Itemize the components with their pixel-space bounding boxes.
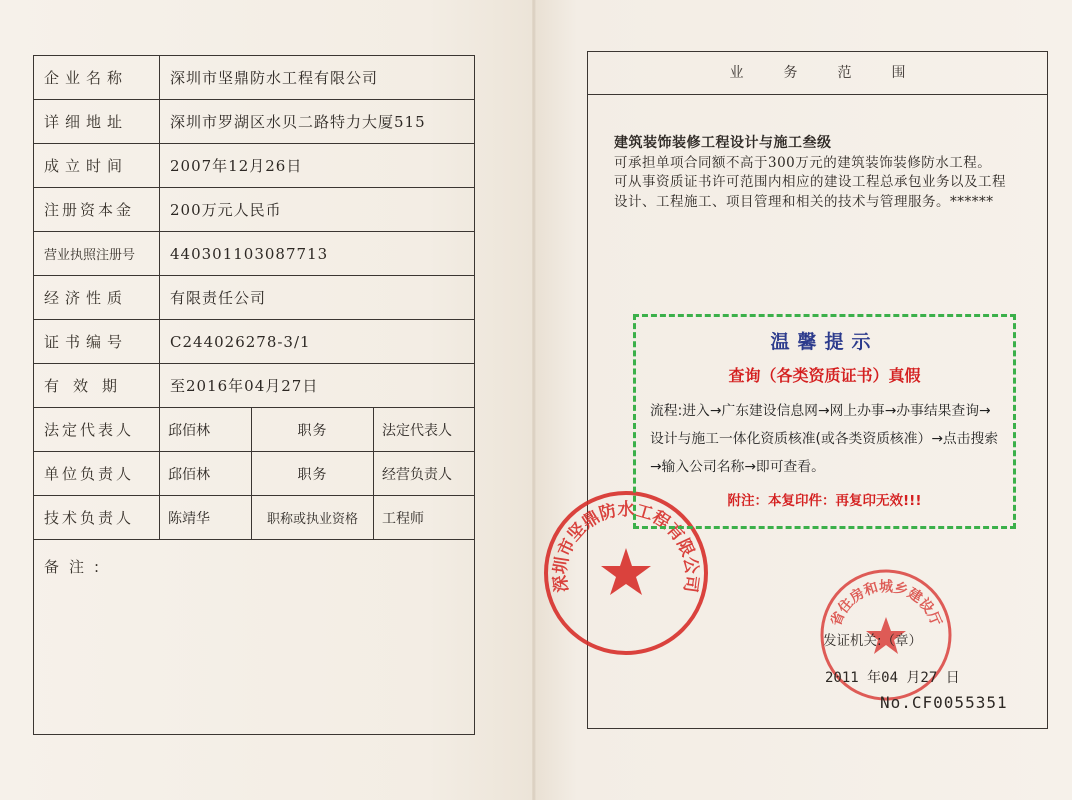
notice-title: 温馨提示 bbox=[770, 331, 879, 353]
row-label: 有效期 bbox=[34, 364, 160, 408]
row-label: 单位负责人 bbox=[34, 452, 160, 496]
qualification-heading: 建筑装饰装修工程设计与施工叁级 bbox=[614, 135, 832, 151]
row-label: 证书编号 bbox=[34, 320, 160, 364]
certificate-serial-number: No.CF0055351 bbox=[880, 693, 1008, 712]
person-name: 陈靖华 bbox=[160, 496, 252, 540]
position-label: 职务 bbox=[252, 452, 374, 496]
row-label: 技术负责人 bbox=[34, 496, 160, 540]
table-row bbox=[34, 56, 475, 100]
valid-until-value: 至2016年04月27日 bbox=[160, 364, 475, 408]
table-row bbox=[34, 408, 475, 452]
table-row bbox=[34, 496, 475, 540]
remarks-label: 备注: bbox=[34, 540, 475, 735]
page-fold bbox=[532, 0, 536, 800]
table-row bbox=[34, 100, 475, 144]
person-name: 邱佰林 bbox=[160, 452, 252, 496]
table-row bbox=[34, 188, 475, 232]
person-name: 邱佰林 bbox=[160, 408, 252, 452]
warm-reminder-notice bbox=[633, 314, 1016, 529]
company-seal-text: 深圳市坚鼎防水工程有限公司 bbox=[550, 500, 702, 594]
company-name-value: 深圳市坚鼎防水工程有限公司 bbox=[160, 56, 475, 100]
issue-date: 2011 年04 月27 日 bbox=[825, 670, 960, 686]
row-label: 经济性质 bbox=[34, 276, 160, 320]
remarks-row bbox=[34, 540, 475, 735]
license-number-value: 440301103087713 bbox=[160, 232, 475, 276]
scope-paragraph-2: 可从事资质证书许可范围内相应的建设工程总承包业务以及工程设计、工程施工、项目管理和相关的技术与管理服务。****** bbox=[614, 174, 1006, 210]
notice-footer: 附注：本复印件：再复印无效!!! bbox=[727, 493, 922, 509]
row-label: 营业执照注册号 bbox=[34, 232, 160, 276]
notice-subtitle: 查询（各类资质证书）真假 bbox=[728, 366, 921, 385]
person-role: 法定代表人 bbox=[374, 408, 475, 452]
address-value: 深圳市罗湖区水贝二路特力大厦515 bbox=[160, 100, 475, 144]
table-row bbox=[34, 452, 475, 496]
person-role: 经营负责人 bbox=[374, 452, 475, 496]
star-icon bbox=[601, 548, 651, 595]
table-row bbox=[34, 276, 475, 320]
registered-capital-value: 200万元人民币 bbox=[160, 188, 475, 232]
row-label: 法定代表人 bbox=[34, 408, 160, 452]
business-scope-text bbox=[614, 134, 1014, 212]
row-label: 企业名称 bbox=[34, 56, 160, 100]
authority-seal-text: 省住房和城乡建设厅 bbox=[828, 579, 944, 629]
notice-flow-text: 流程:进入→广东建设信息网→网上办事→办事结果查询→设计与施工一体化资质核准(或各类资质核准）→点击搜索→输入公司名称→即可查看。 bbox=[650, 403, 999, 475]
row-label: 详细地址 bbox=[34, 100, 160, 144]
row-label: 注册资本金 bbox=[34, 188, 160, 232]
company-info-table bbox=[33, 55, 475, 735]
certificate-number-value: C244026278-3/1 bbox=[160, 320, 475, 364]
ownership-type-value: 有限责任公司 bbox=[160, 276, 475, 320]
table-row bbox=[34, 364, 475, 408]
issuing-authority-label: 发证机关:（章） bbox=[823, 633, 923, 649]
table-row bbox=[34, 144, 475, 188]
scope-paragraph-1: 可承担单项合同额不高于300万元的建筑装饰装修防水工程。 bbox=[614, 154, 992, 171]
founded-date-value: 2007年12月26日 bbox=[160, 144, 475, 188]
table-row bbox=[34, 232, 475, 276]
business-scope-header: 业务范围 bbox=[588, 52, 1047, 95]
table-row bbox=[34, 320, 475, 364]
qualification-label: 职称或执业资格 bbox=[252, 496, 374, 540]
position-label: 职务 bbox=[252, 408, 374, 452]
row-label: 成立时间 bbox=[34, 144, 160, 188]
person-role: 工程师 bbox=[374, 496, 475, 540]
